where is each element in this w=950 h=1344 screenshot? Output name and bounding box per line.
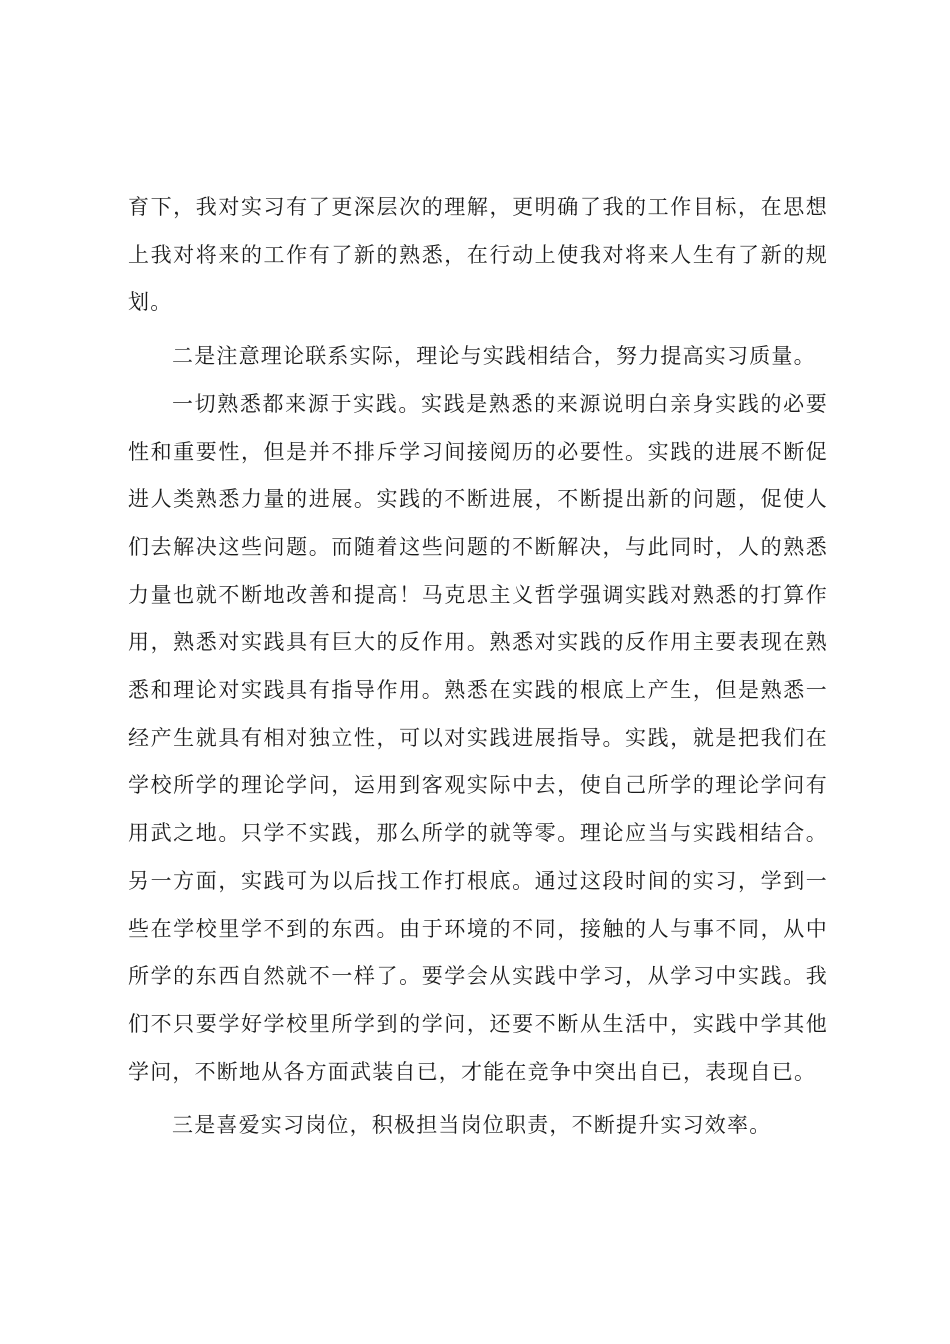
paragraph-heading-three: 三是喜爱实习岗位，积极担当岗位职责，不断提升实习效率。 — [172, 1113, 772, 1138]
paragraph-heading-two: 二是注意理论联系实际，理论与实践相结合，努力提高实习质量。 — [172, 344, 816, 369]
document-body — [128, 184, 828, 1150]
paragraph-intro-continuation: 育下，我对实习有了更深层次的理解，更明确了我的工作目标，在思想上我对将来的工作有了新的熟悉，在行动上使我对将来人生有了新的规划。 — [128, 195, 828, 315]
paragraph-practice-body: 一切熟悉都来源于实践。实践是熟悉的来源说明白亲身实践的必要性和重要性，但是并不排斥学习间接阅历的必要性。实践的进展不断促进人类熟悉力量的进展。实践的不断进展，不断提出新的问题，促使人们去解决这些问题。而随着这些问题的不断解决，与此同时，人的熟悉力量也就不断地改善和提高！马克思主义哲学强调实践对熟悉的打算作用，熟悉对实践具有巨大的反作用。熟悉对实践的反作用主要表现在熟悉和理论对实践具有指导作用。熟悉在实践的根底上产生，但是熟悉一经产生就具有相对独立性，可以对实践进展指导。实践，就是把我们在学校所学的理论学问，运用到客观实际中去，使自己所学的理论学问有用武之地。只学不实践，那么所学的就等零。理论应当与实践相结合。另一方面，实践可为以后找工作打根底。通过这段时间的实习，学到一些在学校里学不到的东西。由于环境的不同，接触的人与事不同，从中所学的东西自然就不一样了。要学会从实践中学习，从学习中实践。我们不只要学好学校里所学到的学问，还要不断从生活中，实践中学其他学问，不断地从各方面武装自已，才能在竞争中突出自已，表现自已。 — [128, 391, 828, 1084]
